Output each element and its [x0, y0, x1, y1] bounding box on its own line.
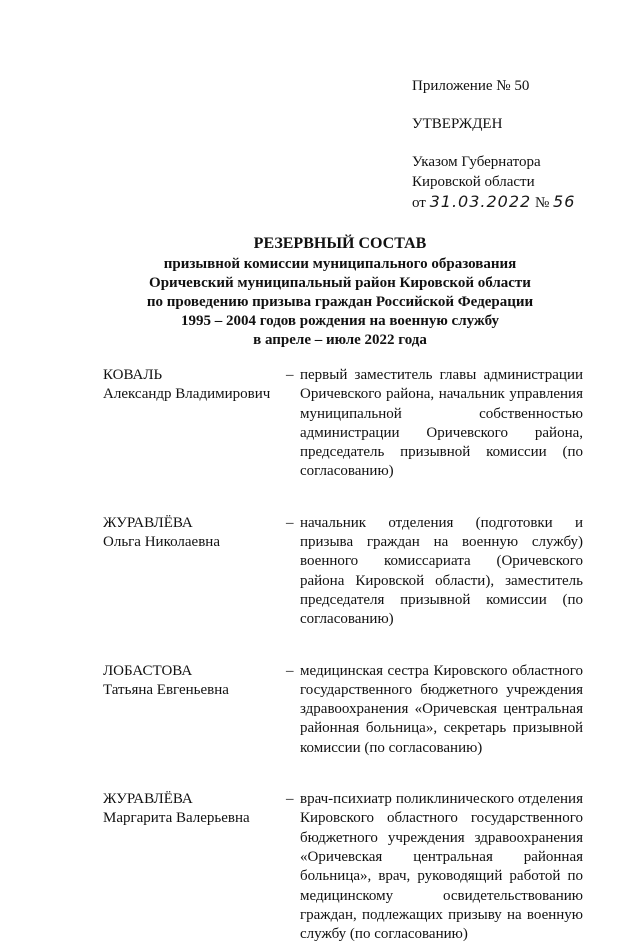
title-main: РЕЗЕРВНЫЙ СОСТАВ [253, 235, 427, 252]
decree-line-2: Кировской области [412, 174, 535, 190]
member-given-names: Татьяна Евгеньевна [103, 681, 229, 698]
member-given-names: Ольга Николаевна [103, 534, 220, 551]
decree-date-line [412, 192, 612, 213]
member-entry [103, 790, 583, 944]
member-surname: ЖУРАВЛЁВА [103, 791, 193, 808]
title-line: по проведению призыва граждан Российской Федерации [146, 294, 534, 310]
document-title [60, 234, 620, 350]
date-prefix: от [412, 195, 426, 211]
decree-line-1: Указом Губернатора [412, 154, 541, 170]
approved-label: УТВЕРЖДЕН [412, 116, 503, 132]
member-role: врач-психиатр поликлинического отделения Кировского областного государственного бюджетного учреждения здравоохранения «Оричевская центральная районная больница», врач, руководящий работой по медицинскому освидетельствованию граждан, подлежащих призыву на военную службу (по согласованию) [300, 791, 583, 943]
handwritten-number: 56 [553, 192, 576, 211]
number-prefix: № [534, 195, 550, 211]
handwritten-date: 31.03.2022 [429, 192, 532, 211]
member-given-names: Александр Владимирович [103, 386, 271, 403]
members-list [103, 366, 583, 944]
member-dash: – [286, 514, 294, 531]
member-entry [103, 514, 583, 630]
member-dash: – [286, 367, 294, 383]
approval-stamp-block [412, 76, 612, 213]
member-name [103, 790, 283, 829]
member-entry [103, 662, 583, 758]
appendix-number: Приложение № 50 [412, 78, 530, 94]
title-line: призывной комиссии муниципального образования [163, 256, 517, 272]
member-role: первый заместитель главы администрации Оричевского района, начальник управления муниципальной собственностью администрации Оричевского района, председатель призывной комиссии (по согласованию) [300, 367, 583, 480]
member-name [103, 514, 283, 553]
member-name [103, 662, 283, 701]
member-surname: ЛОБАСТОВА [103, 662, 193, 679]
title-line: в апреле – июле 2022 года [253, 332, 427, 348]
member-dash: – [286, 662, 294, 679]
member-surname: ЖУРАВЛЁВА [103, 514, 193, 531]
member-entry [103, 366, 583, 482]
member-name [103, 366, 283, 405]
title-line: Оричевский муниципальный район Кировской области [149, 275, 531, 291]
member-role: начальник отделения (подготовки и призыва граждан на военную службу) военного комиссариата (Оричевского района Кировской области), заместитель председателя призывной комиссии (по согласованию) [300, 514, 583, 628]
member-surname: КОВАЛЬ [103, 367, 163, 383]
member-given-names: Маргарита Валерьевна [103, 810, 250, 827]
member-role: медицинская сестра Кировского областного государственного бюджетного учреждения здравоохранения «Оричевская центральная районная больница», секретарь призывной комиссии (по согласованию) [300, 662, 583, 756]
title-line: 1995 – 2004 годов рождения на военную службу [180, 313, 500, 329]
member-dash: – [286, 791, 294, 808]
